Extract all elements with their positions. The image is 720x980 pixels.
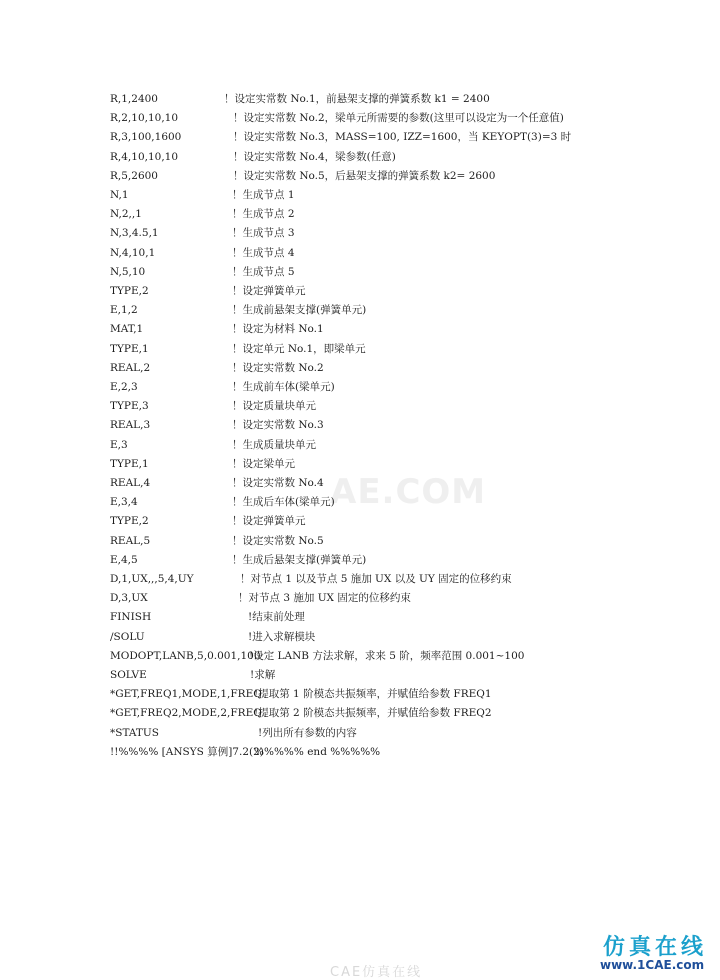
code-comment: ！对节点 1 以及节点 5 施加 UX 以及 UY 固定的位移约束 — [240, 573, 512, 585]
code-comment: %%%%% end %%%%% — [254, 745, 381, 758]
code-comment: ！生成节点 2 — [232, 208, 295, 221]
code-comment: ！生成节点 5 — [232, 265, 295, 278]
code-comment: ！生成后车体(梁单元) — [232, 496, 335, 509]
watermark-center: AE.COM — [330, 472, 487, 512]
code-command: TYPE,1 — [110, 342, 149, 355]
code-command: TYPE,2 — [110, 285, 149, 297]
code-comment: ！设定弹簧单元 — [232, 515, 306, 528]
code-comment: ！设定实常数 No.4，梁参数(任意) — [233, 150, 396, 163]
code-comment: ！生成质量块单元 — [232, 438, 316, 451]
code-comment: ！设定实常数 No.2，梁单元所需要的参数(这里可以设定为一个任意值) — [233, 112, 564, 125]
code-command: *GET,FREQ2,MODE,2,FREQ — [110, 707, 262, 720]
code-comment: ！生成节点 1 — [232, 189, 295, 201]
code-command: FINISH — [110, 611, 152, 624]
code-comment: ！生成后悬架支撑(弹簧单元) — [232, 553, 367, 566]
code-command: R,1,2400 — [110, 93, 158, 105]
watermark-bottom: CAE仿真在线 — [330, 965, 423, 980]
code-command: TYPE,3 — [110, 400, 149, 413]
code-command: REAL,5 — [110, 534, 151, 547]
code-command: N,2,,1 — [110, 208, 142, 221]
code-comment: !列出所有参数的内容 — [258, 726, 357, 739]
code-command: TYPE,2 — [110, 515, 149, 528]
code-command: /SOLU — [110, 630, 145, 643]
code-command: N,5,10 — [110, 265, 146, 278]
code-command: E,2,3 — [110, 381, 138, 393]
code-command: !!%%%% [ANSYS 算例]7.2(2) — [110, 745, 264, 758]
code-comment: ！设定实常数 No.3，MASS=100, IZZ=1600，当 KEYOPT(3)=3 时 — [233, 131, 572, 144]
code-command: REAL,2 — [110, 361, 151, 374]
code-command: R,5,2600 — [110, 169, 158, 182]
code-comment: ！生成节点 3 — [232, 227, 295, 240]
code-comment: !求解 — [250, 669, 276, 681]
code-comment: ！设定梁单元 — [232, 457, 295, 470]
code-command: N,1 — [110, 189, 129, 201]
code-comment: ！设定实常数 No.5 — [232, 534, 324, 547]
code-comment: !设定 LANB 方法求解，求来 5 阶，频率范围 0.001~100 — [249, 649, 525, 662]
code-command: SOLVE — [110, 669, 147, 681]
code-comment: ！设定实常数 No.5，后悬架支撑的弹簧系数 k2= 2600 — [233, 169, 496, 182]
code-comment: ！生成前车体(梁单元) — [232, 381, 335, 393]
watermark-brand-cn: 仿真在线 — [603, 935, 708, 960]
code-comment: ！设定实常数 No.2 — [232, 361, 324, 374]
code-command: MAT,1 — [110, 323, 144, 336]
code-comment: !进入求解模块 — [248, 630, 316, 643]
code-command: R,4,10,10,10 — [110, 150, 179, 163]
code-command: REAL,4 — [110, 477, 151, 489]
code-comment: ！设定弹簧单元 — [232, 285, 306, 297]
code-command: D,1,UX,,,5,4,UY — [110, 573, 194, 585]
code-comment: ！生成前悬架支撑(弹簧单元) — [232, 304, 367, 317]
code-command: R,2,10,10,10 — [110, 112, 179, 125]
code-comment: ！设定质量块单元 — [232, 400, 316, 413]
code-comment: ！设定为材料 No.1 — [232, 323, 324, 336]
code-comment: ！对节点 3 施加 UX 固定的位移约束 — [238, 592, 411, 605]
code-command: *STATUS — [110, 726, 159, 739]
code-command: R,3,100,1600 — [110, 131, 182, 144]
code-comment: ！设定实常数 No.4 — [232, 477, 324, 489]
code-command: *GET,FREQ1,MODE,1,FREQ — [110, 688, 262, 701]
code-command: E,3,4 — [110, 496, 138, 509]
code-comment: ！生成节点 4 — [232, 246, 295, 259]
code-command: N,4,10,1 — [110, 246, 156, 259]
code-command: E,1,2 — [110, 304, 138, 317]
watermark-brand-url: www.1CAE.com — [600, 958, 705, 972]
code-comment: ！设定实常数 No.3 — [232, 419, 324, 432]
code-comment: !提取第 1 阶模态共振频率，并赋值给参数 FREQ1 — [254, 688, 492, 701]
code-comment: !提取第 2 阶模态共振频率，并赋值给参数 FREQ2 — [254, 707, 492, 720]
code-command: D,3,UX — [110, 592, 148, 605]
code-command: MODOPT,LANB,5,0.001,100 — [110, 649, 261, 662]
code-command: N,3,4.5,1 — [110, 227, 159, 240]
code-command: TYPE,1 — [110, 457, 149, 470]
code-comment: ！设定实常数 No.1，前悬架支撑的弹簧系数 k1 = 2400 — [224, 93, 490, 105]
code-command: E,3 — [110, 438, 128, 451]
code-comment: ！设定单元 No.1，即梁单元 — [232, 342, 366, 355]
code-command: REAL,3 — [110, 419, 151, 432]
code-comment: !结束前处理 — [248, 611, 305, 624]
code-command: E,4,5 — [110, 553, 138, 566]
